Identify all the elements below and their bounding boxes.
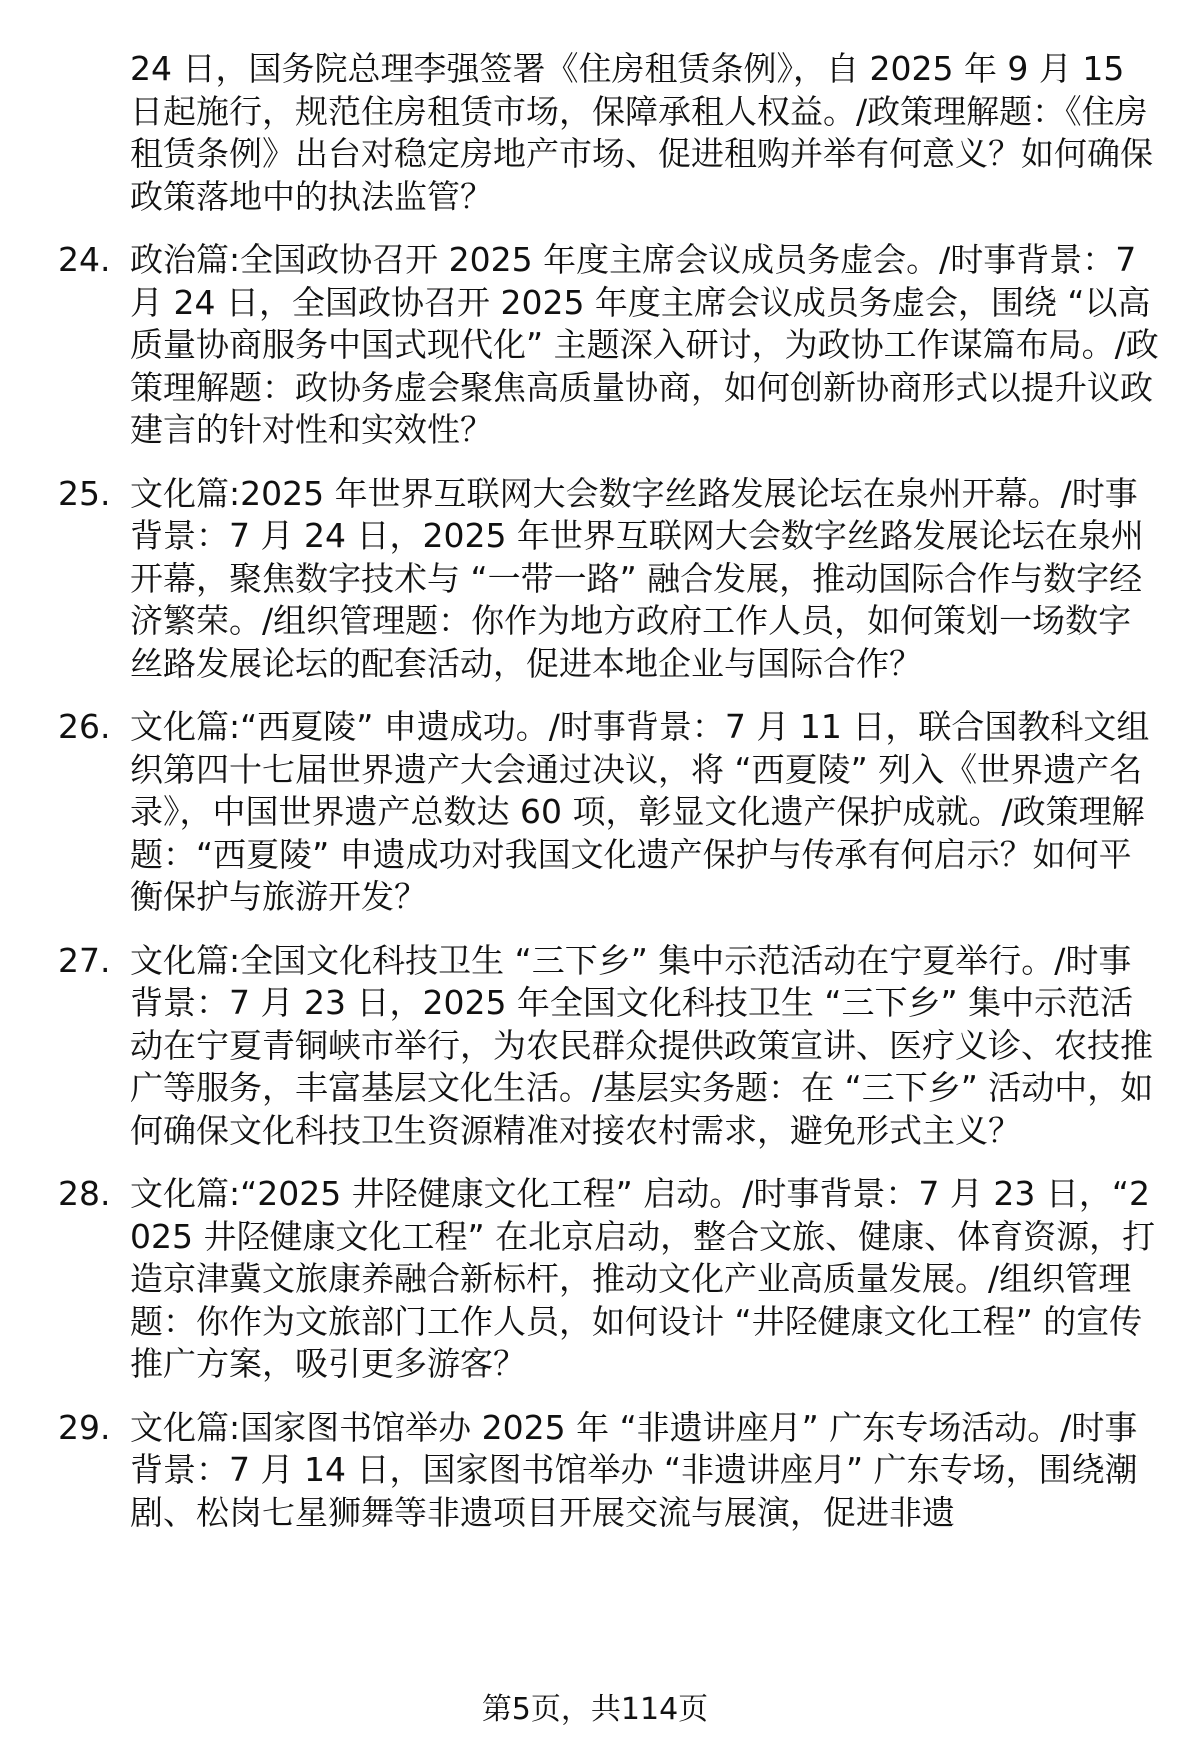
item-text: 文化篇:2025 年世界互联网大会数字丝路发展论坛在泉州开幕。/时事背景：7 月 24 日，2025 年世界互联网大会数字丝路发展论坛在泉州开幕，聚焦数字技术与 “一带一路” 融合发展，推动国际合作与数字经济繁荣。/组织管理题：你作为地方政府工作人员，如何策划一场数字丝路发展论坛的配套活动，促进本地企业与国际合作？ bbox=[130, 473, 1144, 683]
item-text: 文化篇:全国文化科技卫生 “三下乡” 集中示范活动在宁夏举行。/时事背景：7 月 23 日，2025 年全国文化科技卫生 “三下乡” 集中示范活动在宁夏青铜峡市举行，为农民群众提供政策宣讲、医疗义诊、农技推广等服务，丰富基层文化生活。/基层实务题：在 “三下乡” 活动中，如何确保文化科技卫生资源精准对接农村需求，避免形式主义？ bbox=[130, 940, 1154, 1150]
page-footer: 第5页，共114页 bbox=[481, 1692, 709, 1727]
page-content bbox=[58, 48, 1162, 1534]
list-item bbox=[58, 473, 1162, 686]
item-number: 27. bbox=[58, 940, 111, 980]
item-text: 政治篇:全国政协召开 2025 年度主席会议成员务虚会。/时事背景：7 月 24 日，全国政协召开 2025 年度主席会议成员务虚会，围绕 “以高质量协商服务中国式现代化” 主题深入研讨，为政协工作谋篇布局。/政策理解题：政协务虚会聚焦高质量协商，如何创新协商形式以提升议政建言的针对性和实效性？ bbox=[130, 240, 1159, 449]
item-number: 24. bbox=[58, 240, 111, 279]
item-number: 28. bbox=[58, 1174, 111, 1213]
list-item bbox=[58, 706, 1162, 919]
item-number: 29. bbox=[58, 1407, 111, 1447]
list-item bbox=[58, 239, 1162, 452]
continued-paragraph: 24 日，国务院总理李强签署《住房租赁条例》，自 2025 年 9 月 15 日起施行，规范住房租赁市场，保障承租人权益。/政策理解题：《住房租赁条例》出台对稳定房地产市场、促进租购并举有何意义？如何确保政策落地中的执法监管？ bbox=[130, 49, 1153, 216]
item-number: 26. bbox=[58, 707, 111, 746]
list-item bbox=[58, 1173, 1162, 1386]
item-number: 25. bbox=[58, 473, 111, 513]
item-text: 文化篇:国家图书馆举办 2025 年 “非遗讲座月” 广东专场活动。/时事背景：7 月 14 日，国家图书馆举办 “非遗讲座月” 广东专场，围绕潮剧、松岗七星狮舞等非遗项目开展交流与展演，促进非遗 bbox=[130, 1407, 1138, 1532]
list-item bbox=[58, 940, 1162, 1153]
item-text: 文化篇:“2025 井陉健康文化工程” 启动。/时事背景：7 月 23 日，“2025 井陉健康文化工程” 在北京启动，整合文旅、健康、体育资源，打造京津冀文旅康养融合新标杆，推动文化产业高质量发展。/组织管理题：你作为文旅部门工作人员，如何设计 “井陉健康文化工程” 的宣传推广方案，吸引更多游客？ bbox=[130, 1174, 1156, 1383]
list-item bbox=[58, 1407, 1162, 1535]
item-text: 文化篇:“西夏陵” 申遗成功。/时事背景：7 月 11 日，联合国教科文组织第四十七届世界遗产大会通过决议，将 “西夏陵” 列入《世界遗产名录》，中国世界遗产总数达 60 项，彰显文化遗产保护成就。/政策理解题：“西夏陵” 申遗成功对我国文化遗产保护与传承有何启示？如何平衡保护与旅游开发？ bbox=[130, 707, 1150, 916]
